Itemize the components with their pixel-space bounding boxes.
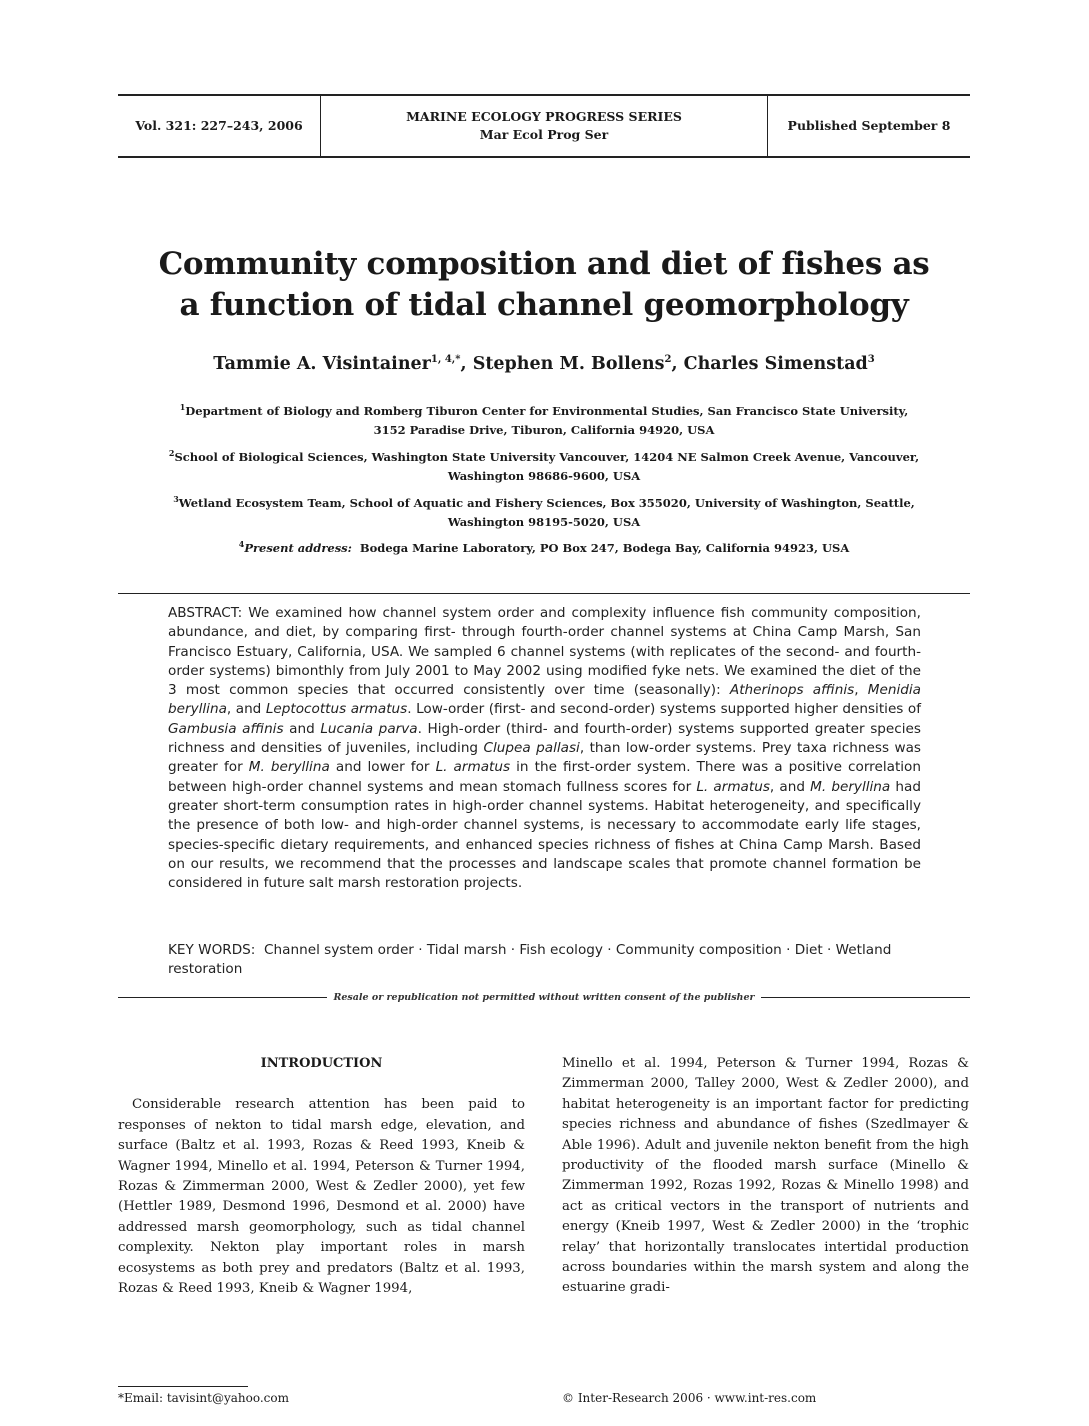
affiliations [118, 398, 970, 562]
abstract [168, 604, 921, 893]
affiliation-number: 1 [179, 402, 186, 412]
species-name: Atherinops affinis [729, 682, 855, 699]
affiliation [118, 398, 970, 441]
notice-text: Resale or republication not permitted without written consent of the publisher [333, 992, 755, 1003]
affiliation-line: Wetland Ecosystem Team, School of Aquatic and Fishery Sciences, Box 355020, University of Washington, Seattle, [178, 495, 915, 510]
author-affil-sup: 1, 4, [430, 354, 456, 366]
abstract-text: in the first-order system. There was a positive correlation between high-order channel systems and mean stomach fullness scores for [168, 759, 921, 795]
body-paragraph: Considerable research attention has been paid to responses of nekton to tidal marsh edge, elevation, and surface (Baltz et al. 1993, Rozas & Reed 1993, Kneib & Wagner 1994, Minello et al. 1994, Peterson & Turner 1994, Rozas & Zimmerman 2000, West & Zedler 2000), yet few (Hettler 1989, Desmond 1996, Desmond et al. 2000) have addressed marsh geomorphology, such as tidal channel complexity. Nekton play important roles in marsh ecosystems as both prey and predators (Baltz et al. 1993, Rozas & Reed 1993, Kneib & Wagner 1994, [118, 1097, 525, 1297]
author-name: Charles Simenstad [683, 354, 868, 374]
abstract-text: and lower for [329, 759, 436, 776]
author-list: Tammie A. Visintainer$^{1, 4,*}$, Stephen M. Bollens$^2$, Charles Simenstad$^3$ [213, 354, 875, 374]
volume-text: Vol. 321: 227–243, 2006 [135, 118, 303, 133]
published-date-cell [768, 96, 970, 156]
affiliation-number: 4 [238, 539, 245, 550]
republication-notice [118, 992, 970, 1003]
affiliation [118, 490, 970, 533]
present-address [118, 535, 970, 558]
abstract-top-rule [118, 593, 970, 594]
affiliation-line: Washington 98195-5020, USA [447, 514, 641, 529]
paper-title [118, 244, 970, 326]
species-name: L. armatus [435, 759, 511, 776]
species-name: Leptocottus armatus [265, 701, 408, 718]
affiliation-line: 3152 Paradise Drive, Tiburon, California 94920, USA [373, 423, 715, 438]
body-column-right [562, 1054, 969, 1299]
journal-name: MARINE ECOLOGY PROGRESS SERIES [406, 109, 682, 124]
notice-rule-right [761, 997, 970, 998]
affiliation-line: Washington 98686-9600, USA [447, 469, 641, 484]
journal-name-cell [321, 96, 768, 156]
abstract-text: ABSTRACT: We examined how channel system order and complexity influence fish community composition, abundance, and diet, by comparing first- through fourth-order channel systems at China Camp Marsh, San Francisco Estuary, California, USA. We sampled 6 channel systems (with replicates of the second- and fourth-order systems) bimonthly from July 2001 to May 2002 using modified fyke nets. We examined the diet of the 3 most common species that occurred consistently over time (seasonally): [168, 605, 921, 699]
title-line-2: a function of tidal channel geomorphology [179, 287, 909, 323]
abstract-text: . Low-order (first- and second-order) systems supported higher densities of [407, 701, 921, 718]
keywords-text: Channel system order · Tidal marsh · Fish ecology · Community composition · Diet · Wetland restoration [168, 942, 892, 978]
author-affil-sup: 2 [664, 354, 672, 366]
species-name: Menidia beryllina [168, 682, 921, 718]
author-name: Stephen M. Bollens [472, 354, 665, 374]
copyright: © Inter-Research 2006 · www.int-res.com [562, 1391, 817, 1405]
abstract-text: . High-order (third- and fourth-order) systems supported greater species richness and densities of juveniles, including [168, 720, 921, 757]
species-name: Gambusia affinis [168, 720, 284, 737]
present-address-text: Bodega Marine Laboratory, PO Box 247, Bodega Bay, California 94923, USA [359, 541, 850, 556]
journal-header [118, 94, 970, 158]
notice-rule-left [118, 997, 327, 998]
species-name: L. armatus [696, 778, 770, 795]
body-paragraph: Minello et al. 1994, Peterson & Turner 1994, Rozas & Zimmerman 2000, Talley 2000, West & Zedler 2000), and habitat heterogeneity is an important factor for predicting species richness and abundance of fishes (Szedlmayer & Able 1996). Adult and juvenile nekton benefit from the high productivity of the flooded marsh surface (Minello & Zimmerman 1992, Rozas 1992, Rozas & Minello 1998) and act as critical vectors in the transport of nutrients and energy (Kneib 1997, West & Zedler 2000) in the ‘trophic relay’ that horizontally translocates intertidal production across boundaries within the marsh system and along the estuarine gradi- [562, 1056, 969, 1296]
affiliation-line: Department of Biology and Romberg Tiburon Center for Environmental Studies, San Francisco State University, [185, 403, 909, 418]
author-email: *Email: tavisint@yahoo.com [118, 1391, 290, 1405]
abstract-text: , than low-order systems. Prey taxa richness was greater for [168, 740, 921, 776]
species-name: M. beryllina [810, 778, 891, 795]
abstract-text: , [854, 682, 868, 699]
footnote-rule [118, 1386, 248, 1387]
body-column-left [118, 1054, 525, 1299]
volume-info [118, 96, 321, 156]
keywords [168, 941, 921, 980]
affiliation-number: 3 [173, 493, 179, 504]
present-address-label: Present address: [244, 541, 352, 556]
species-name: Clupea pallasi [483, 740, 580, 757]
affiliation-line: School of Biological Sciences, Washington State University Vancouver, 14204 NE Salmon Creek Avenue, Vancouver, [174, 449, 920, 464]
abstract-text: had greater short-term consumption rates in high-order channel systems. Habitat heterogeneity, and specifically the presence of both low- and high-order channel systems, is necessary to accommodate early life stages, species-specific dietary requirements, and enhanced species richness of fishes at China Camp Marsh. Based on our results, we recommend that the processes and landscape scales that promote channel formation be considered in future salt marsh restoration projects. [168, 778, 921, 892]
abstract-text: , and [769, 778, 811, 795]
keywords-label: KEY WORDS: [168, 942, 256, 958]
title-line-1: Community composition and diet of fishes as [158, 246, 930, 282]
published-date: Published September 8 [787, 118, 951, 133]
abstract-text: and [283, 720, 321, 737]
species-name: M. beryllina [248, 759, 330, 776]
corresponding-mark: * [455, 354, 461, 366]
affiliation-number: 2 [168, 447, 175, 458]
author-name: Tammie A. Visintainer [213, 354, 431, 374]
species-name: Lucania parva [320, 720, 418, 737]
author-affil-sup: 3 [867, 354, 875, 366]
abstract-text: , and [226, 701, 266, 718]
section-heading: INTRODUCTION [260, 1056, 383, 1071]
affiliation [118, 444, 970, 487]
journal-abbr: Mar Ecol Prog Ser [479, 127, 609, 142]
